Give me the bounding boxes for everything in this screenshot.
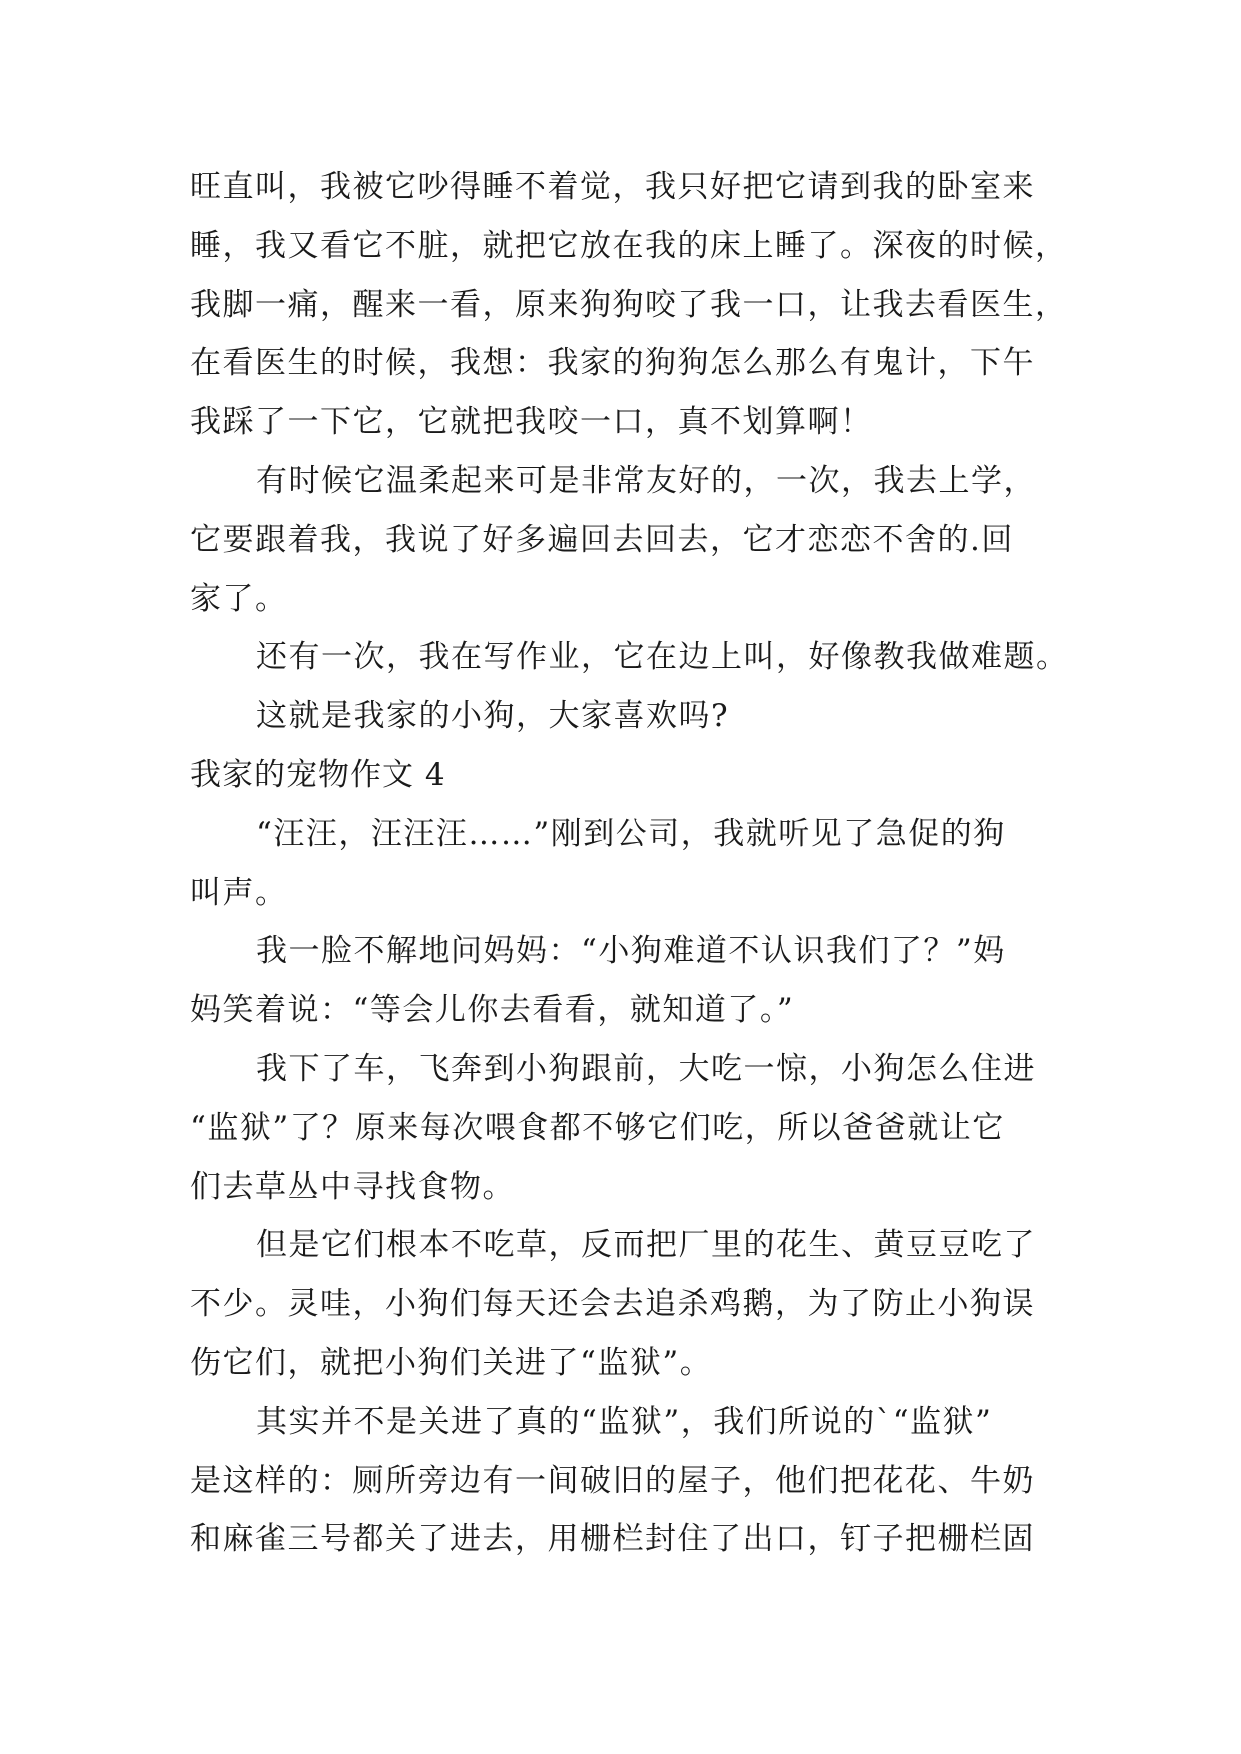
paragraph-start-line: 其实并不是关进了真的“监狱”，我们所说的`“监狱” <box>256 1403 993 1440</box>
text-line: 睡，我又看它不脏，就把它放在我的床上睡了。深夜的时候， <box>190 227 1068 264</box>
paragraph-start-line: 但是它们根本不吃草，反而把厂里的花生、黄豆豆吃了 <box>256 1227 1036 1264</box>
text-line: 们去草丛中寻找食物。 <box>190 1168 515 1205</box>
text-line: 它要跟着我，我说了好多遍回去回去，它才恋恋不舍的.回 <box>190 521 1014 558</box>
paragraph-start-line: 有时候它温柔起来可是非常友好的，一次，我去上学， <box>256 462 1036 499</box>
paragraph-start-line: 这就是我家的小狗，大家喜欢吗? <box>256 698 730 735</box>
document-body <box>190 158 1069 1569</box>
text-line: 叫声。 <box>190 874 288 911</box>
text-line: 家了。 <box>190 580 288 617</box>
text-line: 伤它们，就把小狗们关进了“监狱”。 <box>190 1344 713 1381</box>
text-line: 旺直叫，我被它吵得睡不着觉，我只好把它请到我的卧室来 <box>190 169 1035 205</box>
text-line: 和麻雀三号都关了进去，用栅栏封住了出口，钉子把栅栏固 <box>190 1521 1035 1558</box>
text-line: 我脚一痛，醒来一看，原来狗狗咬了我一口，让我去看医生， <box>190 286 1068 323</box>
text-line: 不少。灵哇，小狗们每天还会去追杀鸡鹅，为了防止小狗误 <box>190 1286 1035 1323</box>
paragraph-start-line: “汪汪，汪汪汪……”刚到公司，我就听见了急促的狗 <box>256 815 1006 852</box>
text-line: 我踩了一下它，它就把我咬一口，真不划算啊！ <box>190 404 873 441</box>
text-line: “监狱”了？原来每次喂食都不够它们吃，所以爸爸就让它 <box>190 1109 1005 1146</box>
paragraph-start-line: 还有一次，我在写作业，它在边上叫，好像教我做难题。 <box>256 639 1069 676</box>
text-line: 是这样的：厕所旁边有一间破旧的屋子，他们把花花、牛奶 <box>190 1462 1035 1499</box>
paragraph-start-line: 我一脸不解地问妈妈：“小狗难道不认识我们了？”妈 <box>256 933 1006 970</box>
text-line: 在看医生的时候，我想：我家的狗狗怎么那么有鬼计，下午 <box>190 345 1035 382</box>
paragraph-start-line: 我下了车，飞奔到小狗跟前，大吃一惊，小狗怎么住进 <box>256 1050 1036 1087</box>
text-line: 妈笑着说：“等会儿你去看看，就知道了。” <box>190 992 795 1029</box>
section-heading: 我家的宠物作文 4 <box>190 756 446 793</box>
